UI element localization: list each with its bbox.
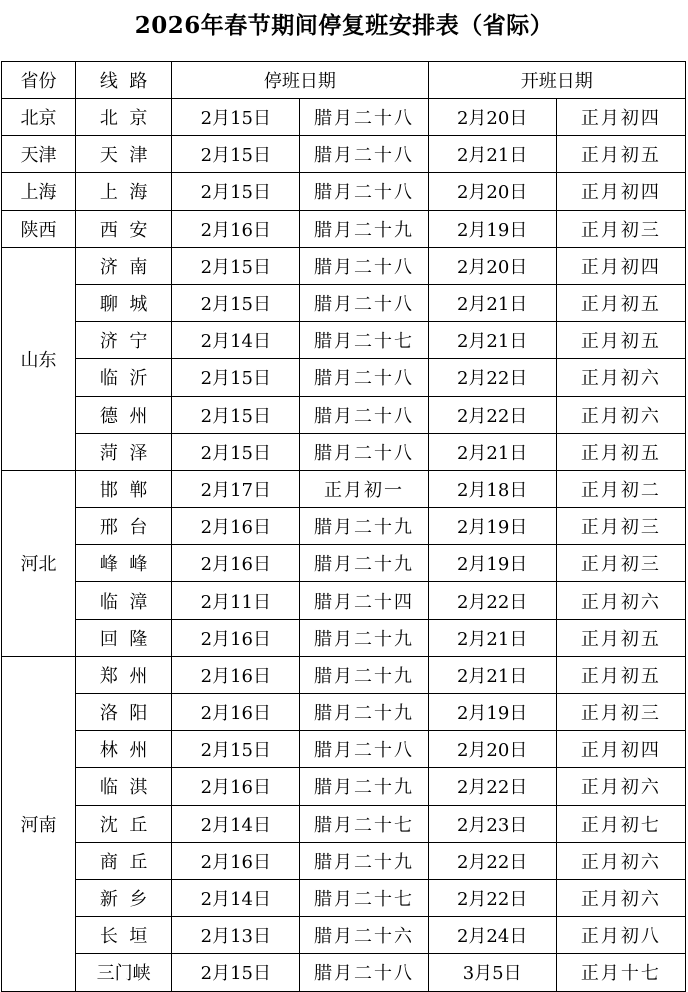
stop-lunar-cell: 腊月二十九 [300,842,428,879]
page-title: 2026年春节期间停复班安排表（省际） [134,12,554,39]
start-date-cell: 2月22日 [428,359,556,396]
stop-lunar-cell: 腊月二十八 [300,136,428,173]
route-cell: 林 州 [76,731,172,768]
start-date-cell: 2月22日 [428,879,556,916]
start-date-cell: 2月22日 [428,396,556,433]
start-lunar-cell: 正月初三 [556,545,685,582]
table-row [2,656,686,693]
route-cell: 商 丘 [76,842,172,879]
start-date-cell: 2月20日 [428,731,556,768]
header-row [2,62,686,99]
stop-date-cell: 2月15日 [172,731,300,768]
route-cell: 长 垣 [76,917,172,954]
stop-lunar-cell: 腊月二十九 [300,694,428,731]
start-lunar-cell: 正月初六 [556,582,685,619]
start-date-cell: 2月20日 [428,173,556,210]
start-lunar-cell: 正月初八 [556,917,685,954]
stop-lunar-cell: 腊月二十八 [300,359,428,396]
start-lunar-cell: 正月初六 [556,359,685,396]
stop-date-cell: 2月15日 [172,954,300,991]
province-cell: 山东 [2,247,76,470]
table-row [2,805,686,842]
route-cell: 天 津 [76,136,172,173]
stop-lunar-cell: 腊月二十八 [300,173,428,210]
stop-lunar-cell: 腊月二十七 [300,805,428,842]
start-lunar-cell: 正月初五 [556,284,685,321]
stop-date-cell: 2月15日 [172,284,300,321]
stop-date-cell: 2月14日 [172,805,300,842]
start-lunar-cell: 正月初六 [556,842,685,879]
stop-date-cell: 2月17日 [172,470,300,507]
route-cell: 德 州 [76,396,172,433]
stop-lunar-cell: 腊月二十八 [300,247,428,284]
start-lunar-cell: 正月初三 [556,508,685,545]
province-cell: 河北 [2,470,76,656]
stop-lunar-cell: 腊月二十七 [300,322,428,359]
stop-date-cell: 2月15日 [172,359,300,396]
route-cell: 临 漳 [76,582,172,619]
table-row [2,582,686,619]
table-row [2,619,686,656]
start-date-cell: 2月22日 [428,582,556,619]
route-cell: 临 沂 [76,359,172,396]
stop-date-cell: 2月13日 [172,917,300,954]
route-cell: 济 南 [76,247,172,284]
start-date-cell: 2月21日 [428,619,556,656]
route-cell: 峰 峰 [76,545,172,582]
header-stop-date: 停班日期 [172,62,428,99]
route-cell: 临 淇 [76,768,172,805]
stop-date-cell: 2月15日 [172,247,300,284]
start-date-cell: 2月21日 [428,433,556,470]
start-date-cell: 2月20日 [428,247,556,284]
stop-lunar-cell: 腊月二十八 [300,954,428,991]
start-lunar-cell: 正月初六 [556,879,685,916]
start-date-cell: 2月21日 [428,322,556,359]
route-cell: 菏 泽 [76,433,172,470]
table-row [2,99,686,136]
start-lunar-cell: 正月初五 [556,322,685,359]
start-date-cell: 2月21日 [428,284,556,321]
stop-lunar-cell: 腊月二十九 [300,545,428,582]
start-date-cell: 3月5日 [428,954,556,991]
stop-lunar-cell: 腊月二十八 [300,284,428,321]
start-lunar-cell: 正月初四 [556,173,685,210]
stop-date-cell: 2月16日 [172,210,300,247]
table-row [2,508,686,545]
table-row [2,768,686,805]
start-date-cell: 2月21日 [428,136,556,173]
stop-lunar-cell: 腊月二十八 [300,433,428,470]
stop-date-cell: 2月14日 [172,322,300,359]
start-date-cell: 2月19日 [428,545,556,582]
table-row [2,136,686,173]
route-cell: 邯 郸 [76,470,172,507]
province-cell: 北京 [2,99,76,136]
stop-lunar-cell: 腊月二十八 [300,396,428,433]
stop-date-cell: 2月15日 [172,396,300,433]
start-lunar-cell: 正月初三 [556,210,685,247]
table-row [2,694,686,731]
start-lunar-cell: 正月初六 [556,396,685,433]
start-date-cell: 2月20日 [428,99,556,136]
table-row [2,284,686,321]
table-row [2,173,686,210]
stop-lunar-cell: 腊月二十九 [300,656,428,693]
table-row [2,842,686,879]
start-lunar-cell: 正月初七 [556,805,685,842]
route-cell: 上 海 [76,173,172,210]
stop-date-cell: 2月15日 [172,136,300,173]
route-cell: 西 安 [76,210,172,247]
table-row [2,359,686,396]
start-date-cell: 2月24日 [428,917,556,954]
table-row [2,879,686,916]
route-cell: 新 乡 [76,879,172,916]
table-row [2,433,686,470]
route-cell: 济 宁 [76,322,172,359]
stop-lunar-cell: 腊月二十九 [300,508,428,545]
stop-date-cell: 2月16日 [172,545,300,582]
route-cell: 北 京 [76,99,172,136]
stop-lunar-cell: 腊月二十八 [300,731,428,768]
table-row [2,954,686,991]
route-cell: 三门峡 [76,954,172,991]
table-row [2,545,686,582]
start-lunar-cell: 正月初二 [556,470,685,507]
table-row [2,210,686,247]
table-row [2,731,686,768]
table-row [2,470,686,507]
start-lunar-cell: 正月初六 [556,768,685,805]
stop-date-cell: 2月15日 [172,99,300,136]
stop-date-cell: 2月14日 [172,879,300,916]
stop-date-cell: 2月15日 [172,173,300,210]
start-date-cell: 2月22日 [428,768,556,805]
stop-lunar-cell: 腊月二十六 [300,917,428,954]
start-date-cell: 2月22日 [428,842,556,879]
table-row [2,247,686,284]
start-lunar-cell: 正月初五 [556,433,685,470]
header-route: 线 路 [76,62,172,99]
table-body [2,99,686,992]
stop-lunar-cell: 腊月二十八 [300,99,428,136]
schedule-table [1,61,686,992]
province-cell: 河南 [2,656,76,991]
stop-date-cell: 2月16日 [172,694,300,731]
start-lunar-cell: 正月初五 [556,656,685,693]
start-date-cell: 2月21日 [428,656,556,693]
province-cell: 上海 [2,173,76,210]
stop-lunar-cell: 腊月二十九 [300,210,428,247]
header-province: 省份 [2,62,76,99]
start-lunar-cell: 正月初四 [556,731,685,768]
stop-lunar-cell: 腊月二十四 [300,582,428,619]
stop-date-cell: 2月16日 [172,508,300,545]
start-lunar-cell: 正月初五 [556,136,685,173]
start-lunar-cell: 正月初四 [556,99,685,136]
province-cell: 陕西 [2,210,76,247]
start-date-cell: 2月18日 [428,470,556,507]
start-date-cell: 2月23日 [428,805,556,842]
route-cell: 回 隆 [76,619,172,656]
start-date-cell: 2月19日 [428,508,556,545]
header-start-date: 开班日期 [428,62,685,99]
table-row [2,322,686,359]
stop-lunar-cell: 正月初一 [300,470,428,507]
start-lunar-cell: 正月初五 [556,619,685,656]
start-lunar-cell: 正月十七 [556,954,685,991]
stop-date-cell: 2月15日 [172,433,300,470]
stop-lunar-cell: 腊月二十九 [300,768,428,805]
table-row [2,917,686,954]
route-cell: 邢 台 [76,508,172,545]
province-cell: 天津 [2,136,76,173]
start-lunar-cell: 正月初四 [556,247,685,284]
route-cell: 沈 丘 [76,805,172,842]
route-cell: 郑 州 [76,656,172,693]
route-cell: 洛 阳 [76,694,172,731]
start-lunar-cell: 正月初三 [556,694,685,731]
stop-date-cell: 2月11日 [172,582,300,619]
route-cell: 聊 城 [76,284,172,321]
stop-lunar-cell: 腊月二十七 [300,879,428,916]
stop-lunar-cell: 腊月二十九 [300,619,428,656]
start-date-cell: 2月19日 [428,210,556,247]
stop-date-cell: 2月16日 [172,619,300,656]
stop-date-cell: 2月16日 [172,768,300,805]
table-row [2,396,686,433]
stop-date-cell: 2月16日 [172,656,300,693]
stop-date-cell: 2月16日 [172,842,300,879]
start-date-cell: 2月19日 [428,694,556,731]
